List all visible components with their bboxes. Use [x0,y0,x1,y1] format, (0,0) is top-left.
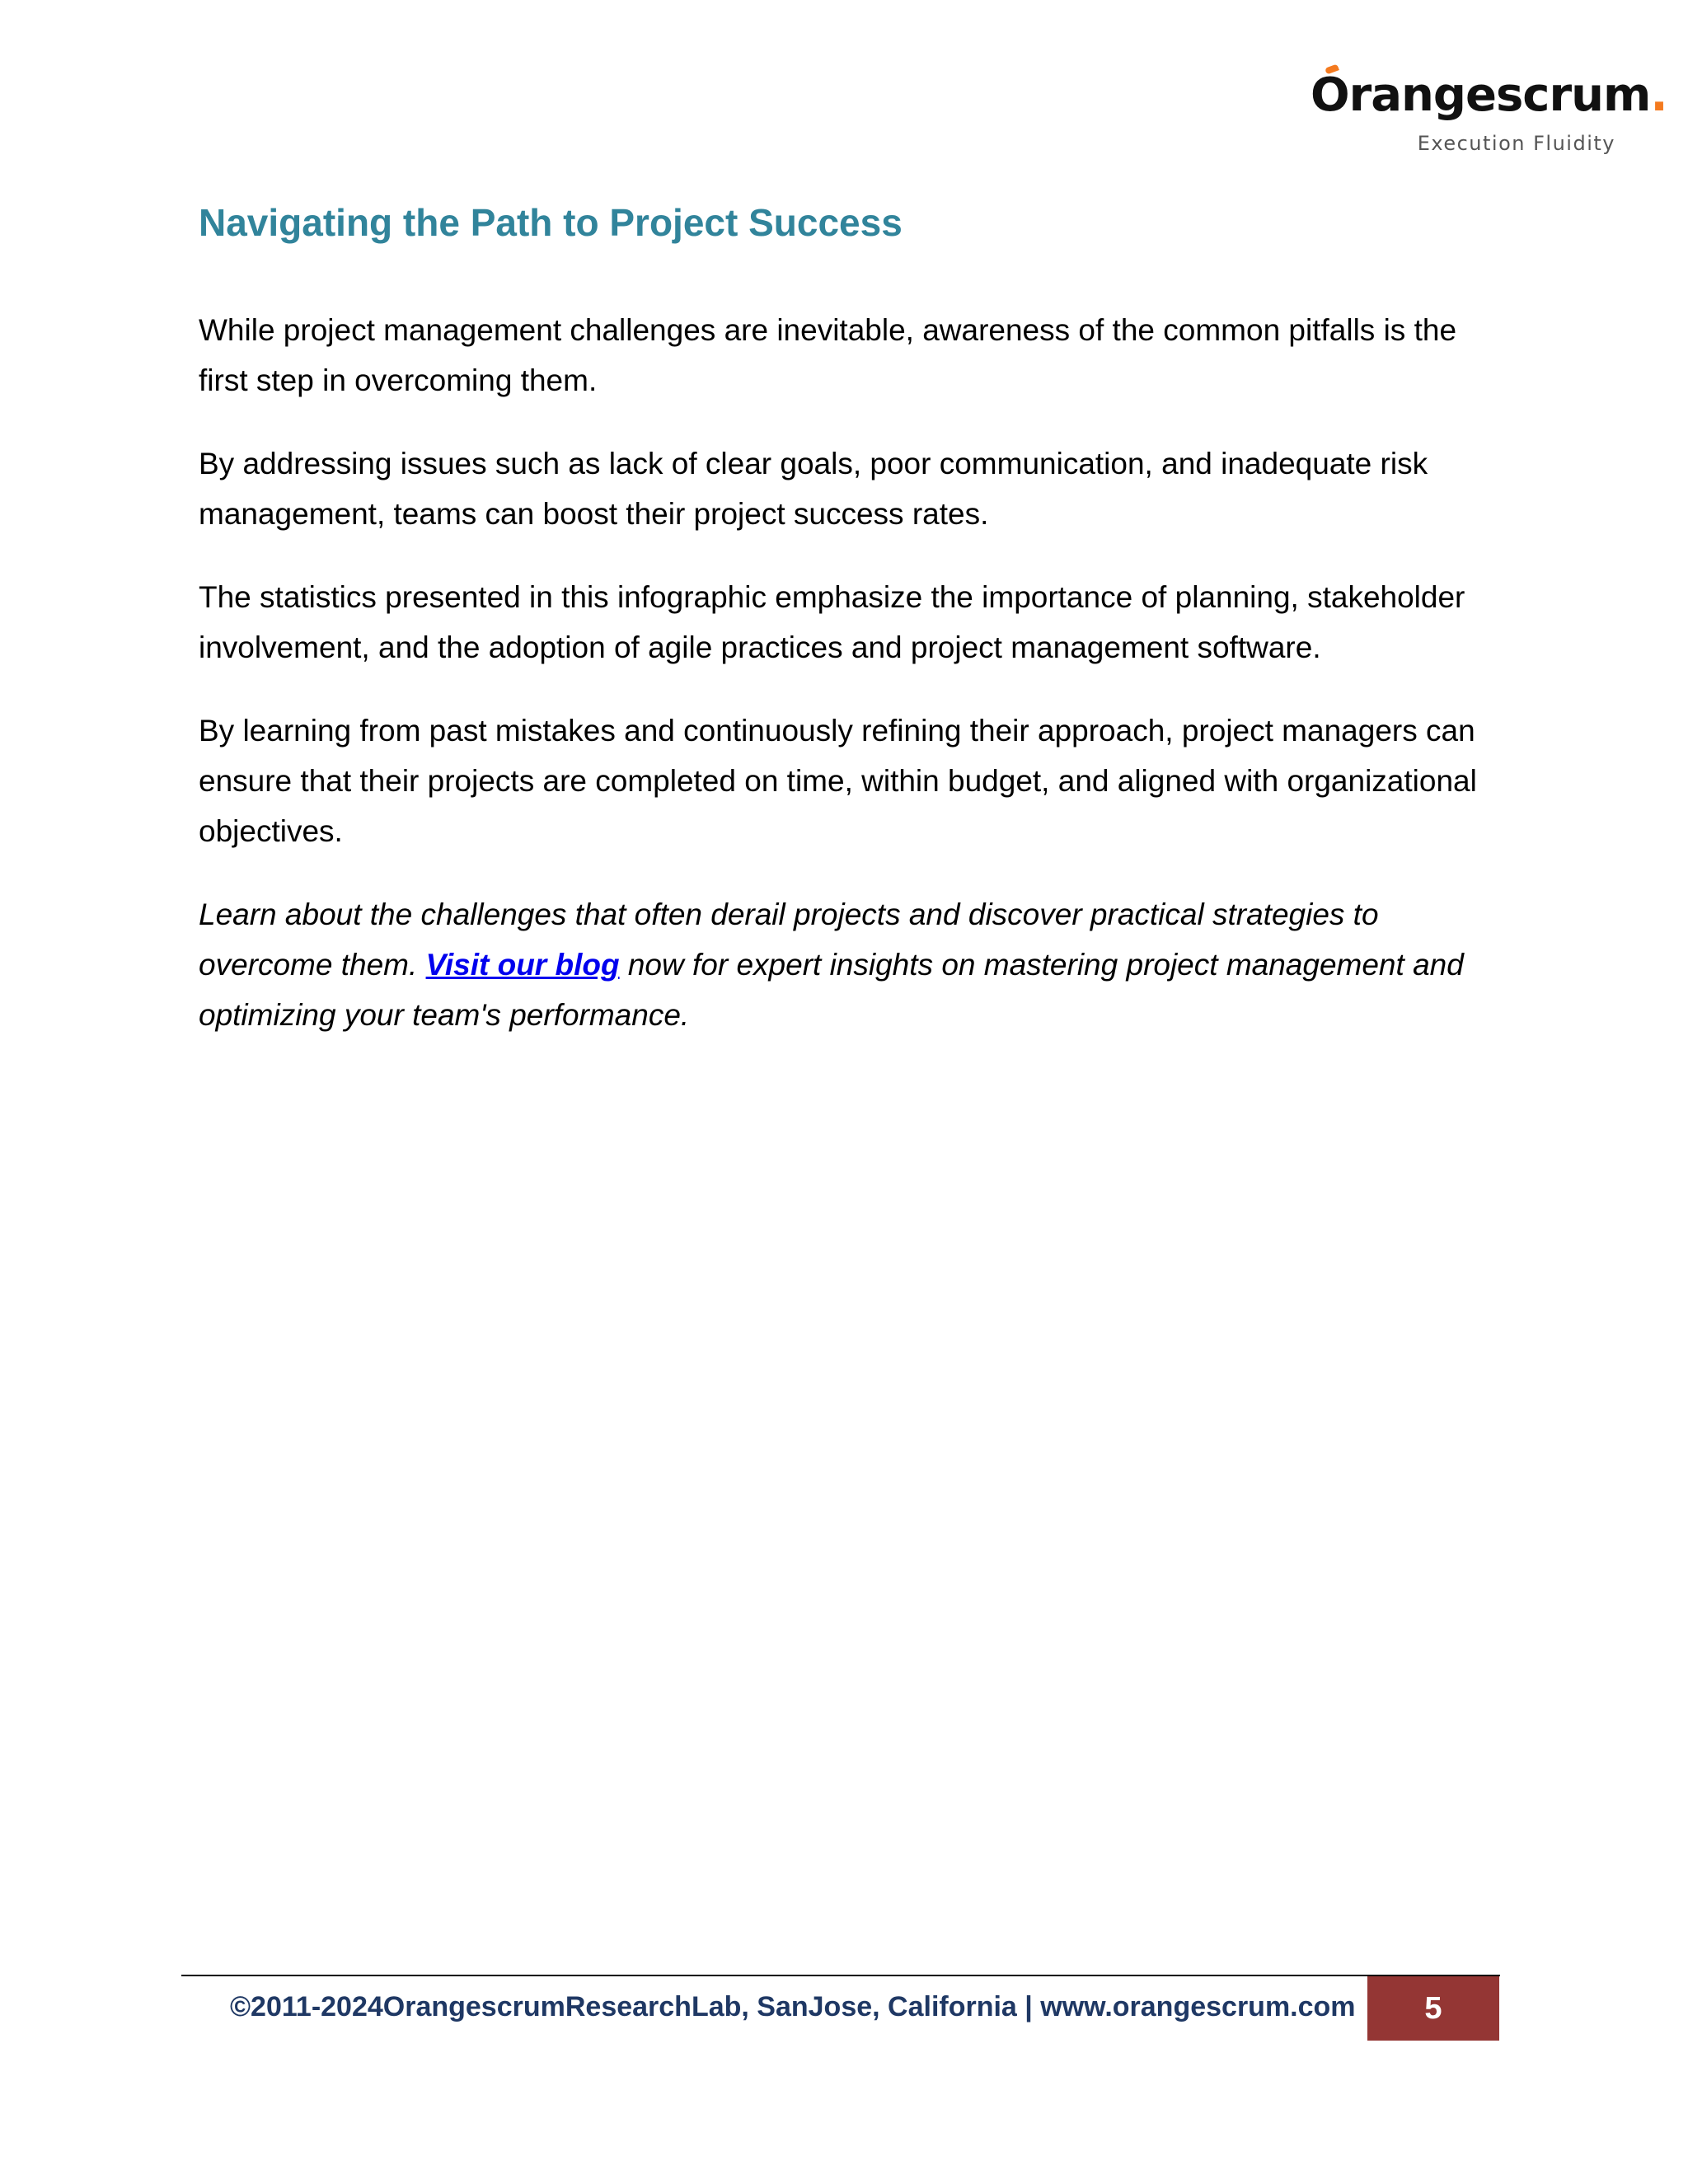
visit-blog-link[interactable]: Visit our blog [425,948,620,982]
paragraph-2: By addressing issues such as lack of clear goals, poor communication, and inadequate risk management, teams can boost their project success rates. [199,447,1428,531]
cta-paragraph [199,889,1493,1040]
page-title: Navigating the Path to Project Success [199,201,903,244]
footer-divider [181,1975,1500,1976]
logo-wordmark [1311,68,1667,122]
cta-text-after: now for expert insights on mastering project management and optimizing your team's performance. [199,948,1464,1032]
logo-wordmark-text: Orangescrum [1311,68,1651,122]
logo-dot: . [1650,68,1667,122]
paragraph-1: While project management challenges are inevitable, awareness of the common pitfalls is the first step in overcoming them. [199,313,1457,397]
page-number-badge [1367,1976,1499,2041]
paragraph-3: The statistics presented in this infographic emphasize the importance of planning, stakeholder involvement, and the adoption of agile practices and project management software. [199,580,1465,664]
logo-tagline: Execution Fluidity [1417,132,1615,155]
footer-copyright: ©2011-2024OrangescrumResearchLab, SanJose, California | www.orangescrum.com [230,1991,1356,2022]
page-number: 5 [1424,1990,1442,2026]
paragraph-4: By learning from past mistakes and continuously refining their approach, project managers can ensure that their projects are completed on time, within budget, and aligned with organizational objectives. [199,714,1477,848]
orangescrum-logo [1311,68,1667,163]
page-content [199,198,1493,1040]
cta-text-before: Learn about the challenges that often derail projects and discover practical strategies to overcome them. [199,898,1379,982]
